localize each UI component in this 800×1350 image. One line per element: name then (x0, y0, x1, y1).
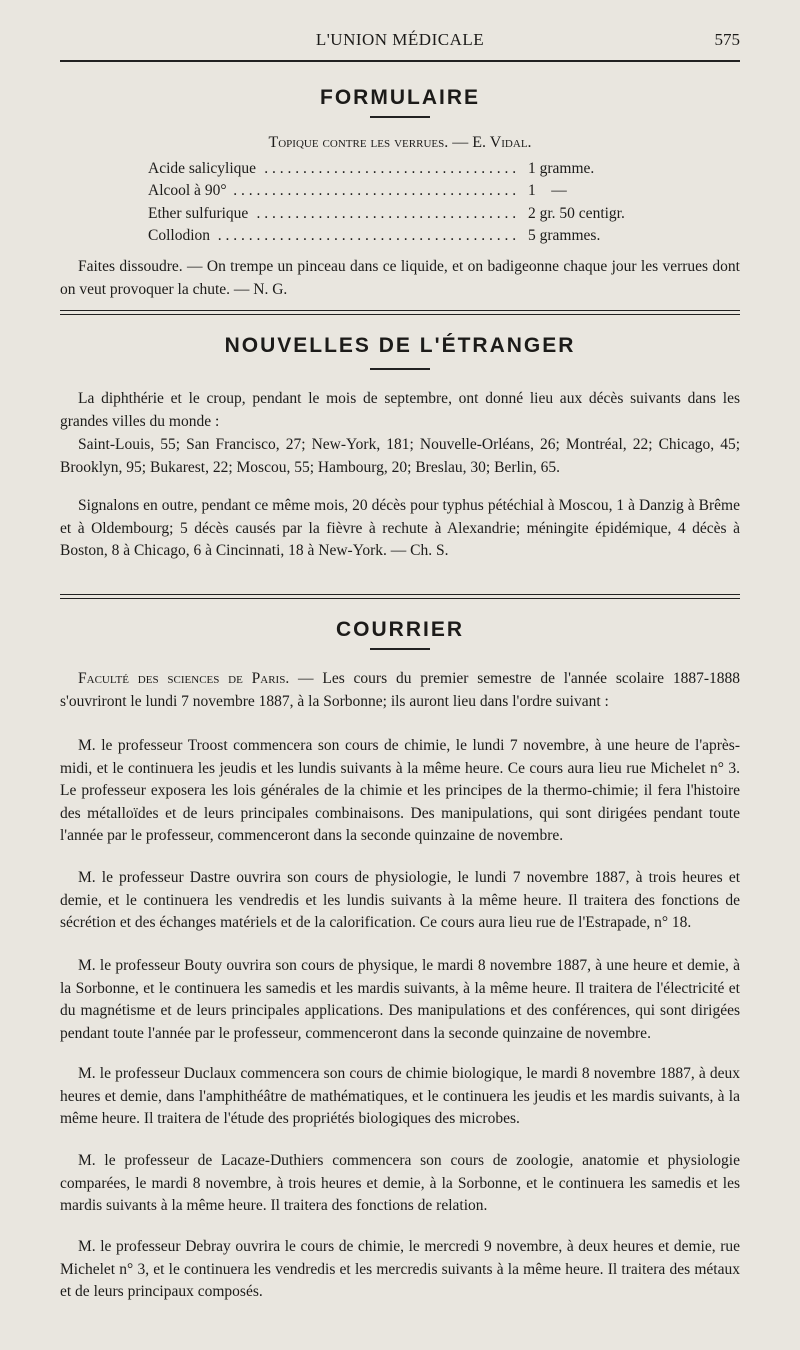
ingredient-name: Ether sulfurique (148, 205, 249, 222)
courrier-paragraph: M. le professeur Bouty ouvrira son cours de physique, le mardi 8 novembre 1887, à une heure et demie, à la Sorbonne, et le continuera les samedis et les mardis suivants, à la même heure. Il traitera de l'électricité et du magnétisme et de leurs principales applications. Des manipulations et des conférences, qui sont dirigées pendant toute l'année par le professeur, commenceront dans la seconde quinzaine de novembre. (60, 957, 740, 1042)
ingredient-row (148, 182, 648, 204)
formula-instructions: Faites dissoudre. — On trempe un pinceau dans ce liquide, et on badigeonne chaque jour les verrues dont on veut provoquer la chute. — N. G. (60, 258, 740, 298)
formula-title: Topique contre les verrues. — E. Vidal. (268, 134, 532, 151)
running-title: L'UNION MÉDICALE (315, 30, 485, 49)
courrier-paragraph: M. le professeur Troost commencera son cours de chimie, le lundi 7 novembre, à une heure de l'après-midi, et le continuera les jeudis et les lundis suivants à la même heure. Ce cours aura lieu rue Michelet n° 3. Le professeur exposera les lois générales de la chimie et les principes de la thermo-chimie; il fera l'histoire des métalloïdes et de leurs principales combinaisons. Des manipulations, qui sont dirigées pendant toute l'année par le professeur, commenceront dans la seconde quinzaine de novembre. (60, 737, 740, 844)
ingredient-row (148, 227, 648, 249)
section-divider (60, 310, 740, 315)
ingredient-name: Collodion (148, 227, 211, 244)
etranger-paragraph: La diphthérie et le croup, pendant le mois de septembre, ont donné lieu aux décès suivants dans les grandes villes du monde : (60, 390, 740, 430)
etranger-heading-rule (370, 368, 430, 370)
etranger-paragraph: Saint-Louis, 55; San Francisco, 27; New-York, 181; Nouvelle-Orléans, 26; Montréal, 22; Chicago, 45; Brooklyn, 95; Bukarest, 22; Moscou, 55; Hambourg, 20; Breslau, 30; Berlin, 65. (60, 436, 740, 476)
ingredient-row (148, 160, 648, 182)
ingredient-name: Alcool à 90° (148, 182, 227, 199)
courrier-paragraph: M. le professeur Dastre ouvrira son cours de physiologie, le lundi 7 novembre 1887, à trois heures et demie, et le continuera les vendredis et les lundis suivants à la même heure. Il traitera des fonctions de sécrétion et des échanges matériels et de la calorification. Ce cours aura lieu rue de l'Estrapade, n° 18. (60, 869, 740, 931)
formulaire-heading-rule (370, 116, 430, 118)
courrier-heading: COURRIER (335, 618, 464, 641)
courrier-heading-rule (370, 648, 430, 650)
ingredient-qty: 1 gramme. (528, 160, 595, 177)
ingredient-qty: 5 grammes. (528, 227, 601, 244)
ingredient-qty: 2 gr. 50 centigr. (528, 205, 625, 222)
etranger-heading: NOUVELLES DE L'ÉTRANGER (224, 334, 576, 357)
page-number: 575 (714, 30, 740, 49)
ingredient-qty: 1 — (528, 182, 567, 199)
courrier-paragraph: M. le professeur Debray ouvrira le cours de chimie, le mercredi 9 novembre, à deux heures et demie, rue Michelet n° 3, et le continuera les vendredis et les mercredis suivants à la même heure. Il traitera des métaux et de leurs principaux composés. (60, 1238, 740, 1300)
courrier-paragraph: M. le professeur de Lacaze-Duthiers commencera son cours de zoologie, anatomie et physiologie comparées, le mardi 8 novembre, à trois heures et demie, à la Sorbonne, et le continuera les samedis et les mardis suivants à la même heure. Il traitera des fonctions de relation. (60, 1152, 740, 1214)
page-header (60, 30, 740, 54)
section-divider (60, 594, 740, 599)
courrier-lead-label: Faculté des sciences de Paris. (78, 670, 290, 687)
ingredient-name: Acide salicylique (148, 160, 257, 177)
courrier-lead-paragraph (60, 668, 740, 713)
formulaire-heading: FORMULAIRE (320, 86, 480, 109)
header-rule (60, 60, 740, 62)
ingredient-row (148, 205, 648, 227)
courrier-lead-text: — Les cours du premier semestre de l'année scolaire 1887-1888 s'ouvriront le lundi 7 novembre 1887, à la Sorbonne; ils auront lieu dans l'ordre suivant : (60, 670, 740, 710)
courrier-paragraph: M. le professeur Duclaux commencera son cours de chimie biologique, le mardi 8 novembre 1887, à deux heures et demie, dans l'amphithéâtre de mathématiques, et le continuera les jeudis et les mardis suivants, à la même heure. Il traitera de l'étude des propriétés biologiques des microbes. (60, 1065, 740, 1127)
etranger-paragraph: Signalons en outre, pendant ce même mois, 20 décès pour typhus pétéchial à Moscou, 1 à Danzig à Brême et à Oldembourg; 5 décès causés par la fièvre à rechute à Alexandrie; méningite épidémique, 4 décès à Boston, 8 à Chicago, 6 à Cincinnati, 18 à New-York. — Ch. S. (60, 497, 740, 559)
